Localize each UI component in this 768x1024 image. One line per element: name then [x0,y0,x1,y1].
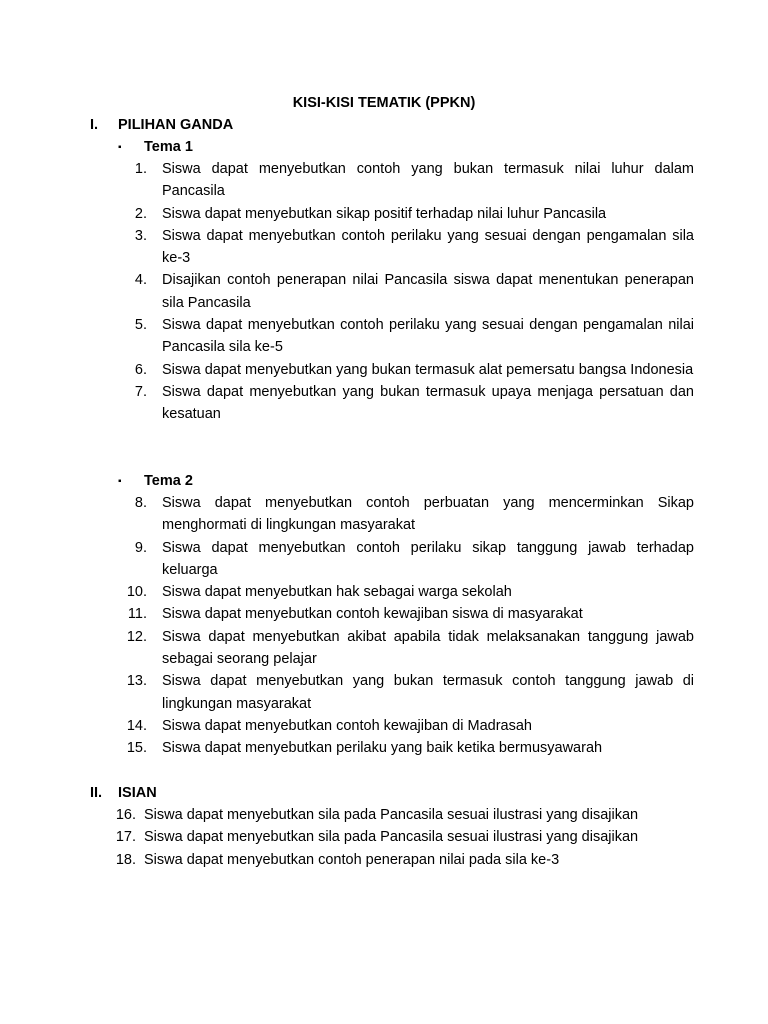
item-text: Disajikan contoh penerapan nilai Pancasila siswa dapat menentukan penerapan sila Pancasila [162,272,694,311]
section-number: I. [90,117,99,133]
tema-1-heading [118,136,193,159]
section-number: II. [90,785,103,801]
item-number: 3. [134,227,147,244]
list-item [0,314,768,359]
tema-label: Tema 1 [144,139,193,155]
item-text: Siswa dapat menyebutkan akibat apabila tidak melaksanakan tanggung jawab sebagai seorang pelajar [162,628,694,668]
item-number: 5. [134,317,147,334]
item-number: 8. [134,495,147,511]
item-number: 11. [127,606,147,623]
item-number: 14. [126,717,147,734]
list-item [0,225,768,270]
square-bullet-icon: ▪ [118,476,122,487]
isian-list [0,804,768,871]
item-text: Siswa dapat menyebutkan yang bukan termasuk upaya menjaga persatuan dan kesatuan [162,383,694,423]
item-number: 15. [126,740,147,757]
list-item [0,359,768,381]
list-item [0,203,768,225]
list-item [0,537,768,582]
item-number: 13. [126,673,147,690]
item-number: 17. [115,829,136,846]
item-text: Siswa dapat menyebutkan contoh perilaku sikap tanggung jawab terhadap keluarga [162,539,694,578]
item-text: Siswa dapat menyebutkan yang bukan termasuk contoh tanggung jawab di lingkungan masyarakat [162,673,694,712]
item-text: Siswa dapat menyebutkan contoh perilaku yang sesuai dengan pengamalan sila ke-3 [162,227,694,267]
list-item [0,826,768,848]
list-item [0,269,768,314]
list-item [0,849,768,871]
section-title: PILIHAN GANDA [118,117,234,133]
list-item [0,670,768,715]
list-item [0,581,768,603]
tema-label: Tema 2 [144,473,193,489]
item-text: Siswa dapat menyebutkan hak sebagai warga sekolah [162,584,512,601]
item-number: 16. [115,807,136,823]
tema-1-list [0,158,768,426]
item-number: 6. [134,361,147,378]
document-title: KISI-KISI TEMATIK (PPKN) [292,95,476,111]
item-text: Siswa dapat menyebutkan contoh kewajiban siswa di masyarakat [162,606,583,623]
section-pilihan-ganda-heading [90,114,233,136]
item-text: Siswa dapat menyebutkan contoh kewajiban di Madrasah [162,717,532,734]
item-number: 12. [126,628,147,645]
item-number: 10. [126,584,147,601]
list-item [0,804,768,826]
item-number: 1. [134,161,147,177]
item-number: 18. [115,851,136,868]
item-text: Siswa dapat menyebutkan yang bukan termasuk alat pemersatu bangsa Indonesia [162,361,694,378]
list-item [0,737,768,759]
item-number: 7. [134,383,147,400]
square-bullet-icon: ▪ [118,142,122,153]
list-item [0,158,768,203]
item-text: Siswa dapat menyebutkan contoh perilaku yang sesuai dengan pengamalan nilai Pancasila sila ke-5 [162,317,694,356]
item-text: Siswa dapat menyebutkan sila pada Pancasila sesuai ilustrasi yang disajikan [144,829,639,846]
item-text: Siswa dapat menyebutkan contoh yang bukan termasuk nilai luhur dalam Pancasila [162,161,694,200]
section-isian-heading [90,782,157,804]
list-item [0,715,768,737]
list-item [0,626,768,671]
item-number: 9. [134,539,147,556]
section-title: ISIAN [118,785,157,801]
item-text: Siswa dapat menyebutkan perilaku yang baik ketika bermusyawarah [162,740,603,757]
tema-2-heading [118,470,193,493]
item-number: 2. [134,205,147,222]
list-item [0,492,768,537]
item-text: Siswa dapat menyebutkan contoh penerapan nilai pada sila ke-3 [144,851,560,868]
list-item [0,381,768,426]
list-item [0,603,768,625]
item-text: Siswa dapat menyebutkan sikap positif terhadap nilai luhur Pancasila [162,205,607,222]
item-text: Siswa dapat menyebutkan contoh perbuatan yang mencerminkan Sikap menghormati di lingkungan masyarakat [162,495,694,534]
tema-2-list [0,492,768,760]
item-text: Siswa dapat menyebutkan sila pada Pancasila sesuai ilustrasi yang disajikan [144,807,639,823]
item-number: 4. [134,272,147,289]
